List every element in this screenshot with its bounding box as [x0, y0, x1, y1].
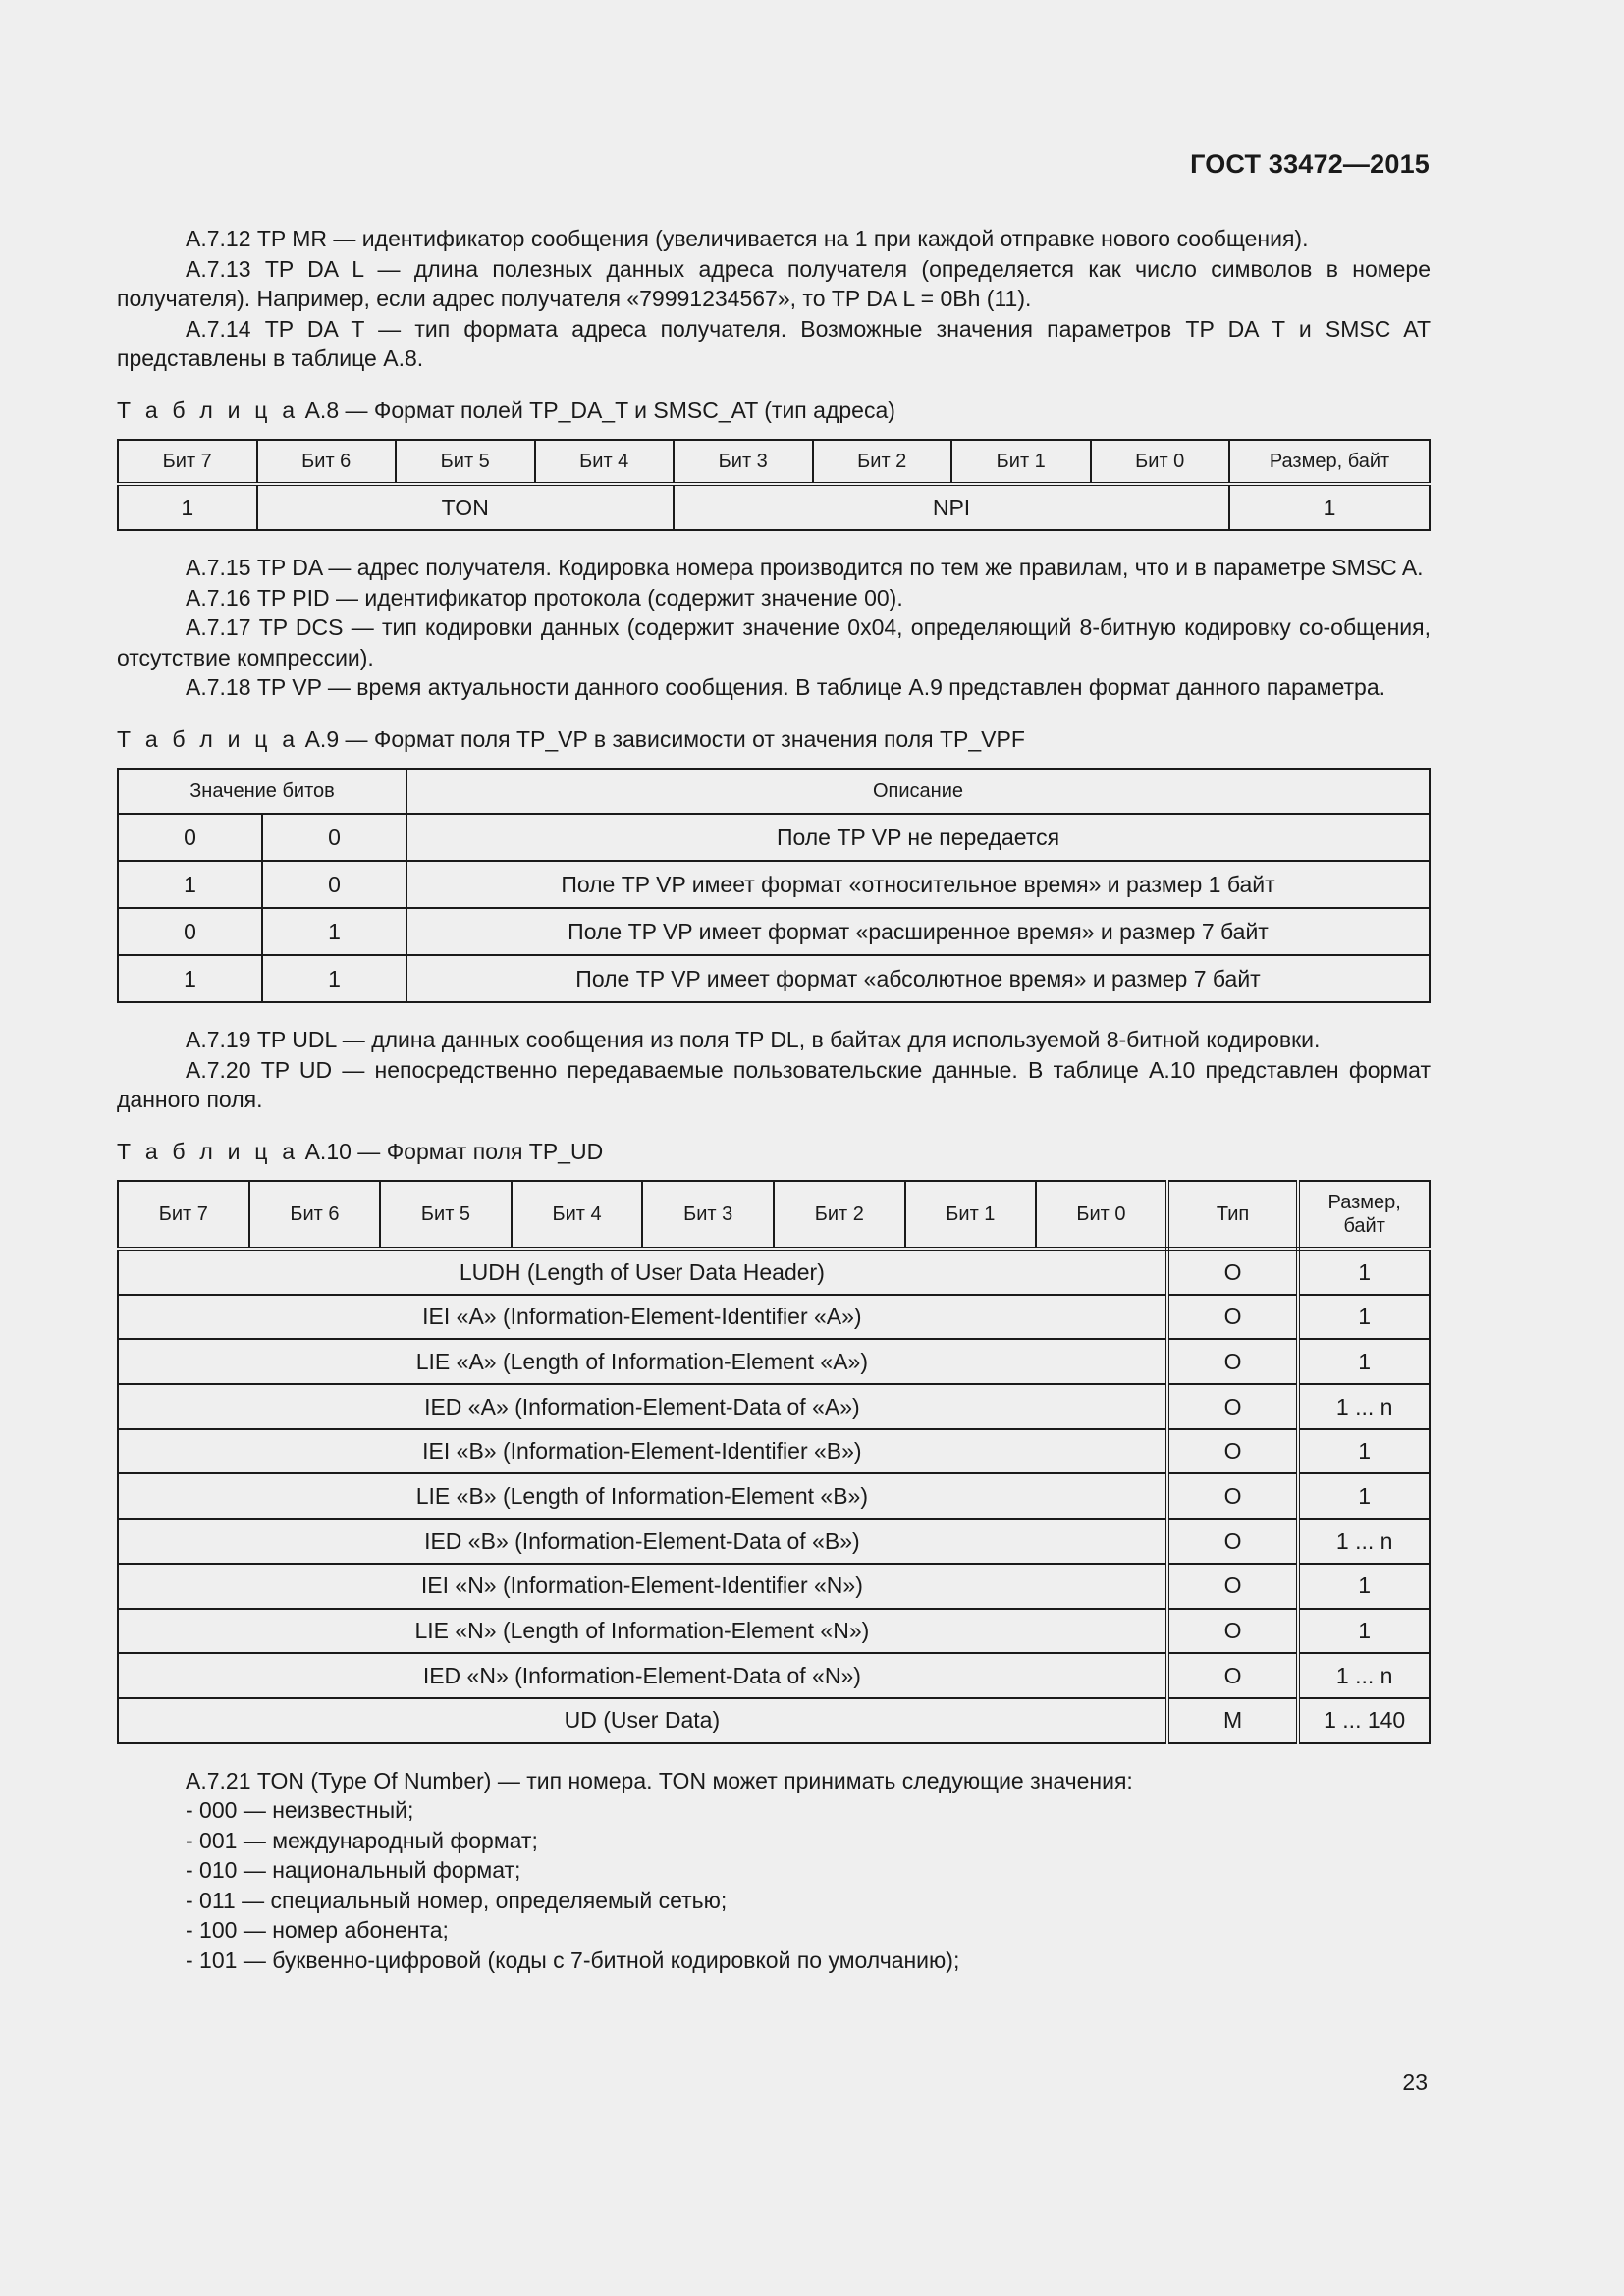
paragraph-a7-18: А.7.18 TP VP — время актуальности данного сообщения. В таблице А.9 представлен формат данного параметра.	[186, 674, 1385, 700]
table-a8-header-cell: Бит 4	[535, 440, 675, 484]
table-a10-size-cell: 1 ... n	[1298, 1384, 1430, 1429]
table-row	[118, 1295, 1430, 1340]
table-a10-field-cell: IEI «B» (Information-Element-Identifier «B»)	[118, 1429, 1167, 1474]
table-a8-bit7-cell: 1	[118, 484, 257, 530]
table-a8-caption	[117, 396, 1431, 426]
table-a9-caption-prefix: Т а б л и ц а	[117, 725, 299, 752]
table-a9-desc-cell: Поле TP VP имеет формат «абсолютное время» и размер 7 байт	[406, 955, 1430, 1002]
table-a10-field-cell: LIE «N» (Length of Information-Element «N»)	[118, 1609, 1167, 1654]
table-a10-size-header-line2: байт	[1343, 1215, 1385, 1237]
table-a10-field-cell: IEI «N» (Information-Element-Identifier «N»)	[118, 1564, 1167, 1609]
table-a9-bit1-cell: 1	[118, 861, 262, 908]
table-row	[118, 1564, 1430, 1609]
table-row	[118, 1609, 1430, 1654]
table-a10-caption-text: А.10 — Формат поля TP_UD	[304, 1138, 604, 1164]
table-a9-bits-header: Значение битов	[118, 769, 406, 814]
table-a10-header-cell: Бит 1	[905, 1181, 1037, 1249]
table-a10-size-cell: 1 ... n	[1298, 1653, 1430, 1698]
table-a10-type-cell: O	[1167, 1295, 1299, 1340]
table-a10-field-cell: LIE «A» (Length of Information-Element «A»)	[118, 1339, 1167, 1384]
list-item: - 011 — специальный номер, определяемый сетью;	[186, 1887, 728, 1913]
paragraph-a7-14: А.7.14 TP DA T — тип формата адреса получателя. Возможные значения параметров TP DA T и SMSC AT представлены в таблице А.8.	[117, 315, 1431, 371]
table-a9-bit0-cell: 1	[262, 955, 406, 1002]
table-a10-header-row	[118, 1181, 1430, 1249]
table-a10-size-cell: 1	[1298, 1564, 1430, 1609]
table-a10	[117, 1180, 1431, 1744]
table-a10-size-cell: 1	[1298, 1429, 1430, 1474]
table-a10-field-cell: IED «N» (Information-Element-Data of «N»)	[118, 1653, 1167, 1698]
table-a8-header-cell: Бит 6	[257, 440, 397, 484]
table-a8-header-cell: Бит 3	[674, 440, 813, 484]
paragraph-a7-20: А.7.20 TP UD — непосредственно передаваемые пользовательские данные. В таблице А.10 представлен формат данного поля.	[117, 1056, 1431, 1112]
table-a10-field-cell: LIE «B» (Length of Information-Element «B»)	[118, 1473, 1167, 1519]
table-a9-bit0-cell: 1	[262, 908, 406, 955]
table-a10-type-cell: O	[1167, 1384, 1299, 1429]
table-a9-desc-cell: Поле TP VP имеет формат «расширенное время» и размер 7 байт	[406, 908, 1430, 955]
table-a10-field-cell: UD (User Data)	[118, 1698, 1167, 1743]
table-a10-field-cell: IED «A» (Information-Element-Data of «A»)	[118, 1384, 1167, 1429]
table-row	[118, 1473, 1430, 1519]
table-a9-bit0-cell: 0	[262, 814, 406, 861]
page-number: 23	[1402, 2069, 1428, 2095]
table-a10-type-cell: O	[1167, 1519, 1299, 1564]
paragraph-a7-19: А.7.19 TP UDL — длина данных сообщения из поля TP DL, в байтах для используемой 8-битной кодировки.	[186, 1027, 1321, 1052]
paragraph-a7-16: А.7.16 TP PID — идентификатор протокола (содержит значение 00).	[186, 584, 903, 611]
table-a10-size-cell: 1	[1298, 1609, 1430, 1654]
table-a10-size-cell: 1	[1298, 1295, 1430, 1340]
table-a10-size-cell: 1 ... 140	[1298, 1698, 1430, 1743]
paragraph-a7-17: А.7.17 TP DCS — тип кодировки данных (содержит значение 0x04, определяющий 8-битную кодировку со-общения, отсутствие компрессии).	[117, 614, 1431, 670]
table-row	[118, 1653, 1430, 1698]
table-a8-header-row	[118, 440, 1430, 484]
table-row	[118, 955, 1430, 1002]
table-a10-field-cell: IEI «A» (Information-Element-Identifier «A»)	[118, 1295, 1167, 1340]
table-a8-header-cell: Бит 0	[1091, 440, 1230, 484]
table-a10-size-header	[1298, 1181, 1430, 1249]
table-a9-caption-text: А.9 — Формат поля TP_VP в зависимости от значения поля TP_VPF	[304, 725, 1025, 752]
table-a8-header-cell: Бит 1	[951, 440, 1091, 484]
paragraph-a7-21: А.7.21 TON (Type Of Number) — тип номера. TON может принимать следующие значения:	[186, 1767, 1133, 1793]
table-a10-header-cell: Бит 3	[642, 1181, 774, 1249]
table-a10-header-cell: Бит 7	[118, 1181, 249, 1249]
table-a10-size-cell: 1	[1298, 1339, 1430, 1384]
paragraph-a7-12: А.7.12 TP MR — идентификатор сообщения (увеличивается на 1 при каждой отправке нового сообщения).	[186, 226, 1309, 251]
table-a9-desc-cell: Поле TP VP имеет формат «относительное время» и размер 1 байт	[406, 861, 1430, 908]
table-row	[118, 484, 1430, 530]
table-row	[118, 908, 1430, 955]
table-a10-header-cell: Тип	[1167, 1181, 1299, 1249]
document-id: ГОСТ 33472—2015	[1190, 149, 1430, 179]
table-a9-bit0-cell: 0	[262, 861, 406, 908]
table-a10-type-cell: O	[1167, 1653, 1299, 1698]
table-a10-type-cell: O	[1167, 1564, 1299, 1609]
document-body	[117, 224, 1431, 1975]
table-a9-bit1-cell: 0	[118, 908, 262, 955]
table-row	[118, 1249, 1430, 1295]
table-a9-caption	[117, 724, 1431, 755]
table-row	[118, 861, 1430, 908]
list-item: - 010 — национальный формат;	[186, 1857, 521, 1884]
table-row	[118, 814, 1430, 861]
table-a10-type-cell: M	[1167, 1698, 1299, 1743]
list-item: - 001 — международный формат;	[186, 1827, 538, 1853]
table-a10-header-cell: Бит 2	[774, 1181, 905, 1249]
table-row	[118, 1384, 1430, 1429]
table-a8-size-cell: 1	[1229, 484, 1430, 530]
table-a8-ton-cell: TON	[257, 484, 675, 530]
table-a10-type-cell: O	[1167, 1339, 1299, 1384]
table-a8-caption-prefix: Т а б л и ц а	[117, 397, 299, 423]
table-a10-size-header-line1: Размер,	[1327, 1192, 1401, 1213]
table-a9-desc-header: Описание	[406, 769, 1430, 814]
table-a10-header-cell: Бит 0	[1036, 1181, 1167, 1249]
list-item: - 100 — номер абонента;	[186, 1917, 449, 1944]
table-a9	[117, 768, 1431, 1003]
table-a8	[117, 439, 1431, 531]
table-a8-header-cell: Бит 7	[118, 440, 257, 484]
table-a8-header-cell: Размер, байт	[1229, 440, 1430, 484]
table-a10-type-cell: O	[1167, 1429, 1299, 1474]
table-a10-size-cell: 1	[1298, 1473, 1430, 1519]
paragraph-a7-13: А.7.13 TP DA L — длина полезных данных адреса получателя (определяется как число символов в номере получателя). Например, если адрес получателя «79991234567», то TP DA L = 0Bh (11).	[117, 255, 1431, 311]
paragraph-a7-15: А.7.15 TP DA — адрес получателя. Кодировка номера производится по тем же правилам, что и в параметре SMSC A.	[186, 555, 1424, 580]
table-a9-bit1-cell: 0	[118, 814, 262, 861]
table-a10-size-cell: 1 ... n	[1298, 1519, 1430, 1564]
table-a8-header-cell: Бит 2	[813, 440, 952, 484]
table-a10-size-cell: 1	[1298, 1249, 1430, 1295]
table-a9-header-row	[118, 769, 1430, 814]
table-row	[118, 1698, 1430, 1743]
table-row	[118, 1339, 1430, 1384]
table-row	[118, 1429, 1430, 1474]
table-a10-type-cell: O	[1167, 1609, 1299, 1654]
table-a10-type-cell: O	[1167, 1249, 1299, 1295]
table-a10-field-cell: LUDH (Length of User Data Header)	[118, 1249, 1167, 1295]
list-item: - 101 — буквенно-цифровой (коды с 7-битной кодировкой по умолчанию);	[186, 1947, 960, 1973]
table-a8-caption-text: А.8 — Формат полей TP_DA_T и SMSC_AT (тип адреса)	[304, 397, 895, 423]
table-a10-header-cell: Бит 5	[380, 1181, 512, 1249]
table-a9-bit1-cell: 1	[118, 955, 262, 1002]
table-a9-desc-cell: Поле TP VP не передается	[406, 814, 1430, 861]
table-row	[118, 1519, 1430, 1564]
table-a8-header-cell: Бит 5	[396, 440, 535, 484]
table-a10-header-cell: Бит 6	[249, 1181, 381, 1249]
table-a10-caption	[117, 1137, 1431, 1167]
list-item: - 000 — неизвестный;	[186, 1797, 414, 1824]
table-a10-header-cell: Бит 4	[512, 1181, 643, 1249]
table-a10-caption-prefix: Т а б л и ц а	[117, 1138, 299, 1164]
table-a10-type-cell: O	[1167, 1473, 1299, 1519]
table-a8-npi-cell: NPI	[674, 484, 1229, 530]
table-a10-field-cell: IED «B» (Information-Element-Data of «B»)	[118, 1519, 1167, 1564]
